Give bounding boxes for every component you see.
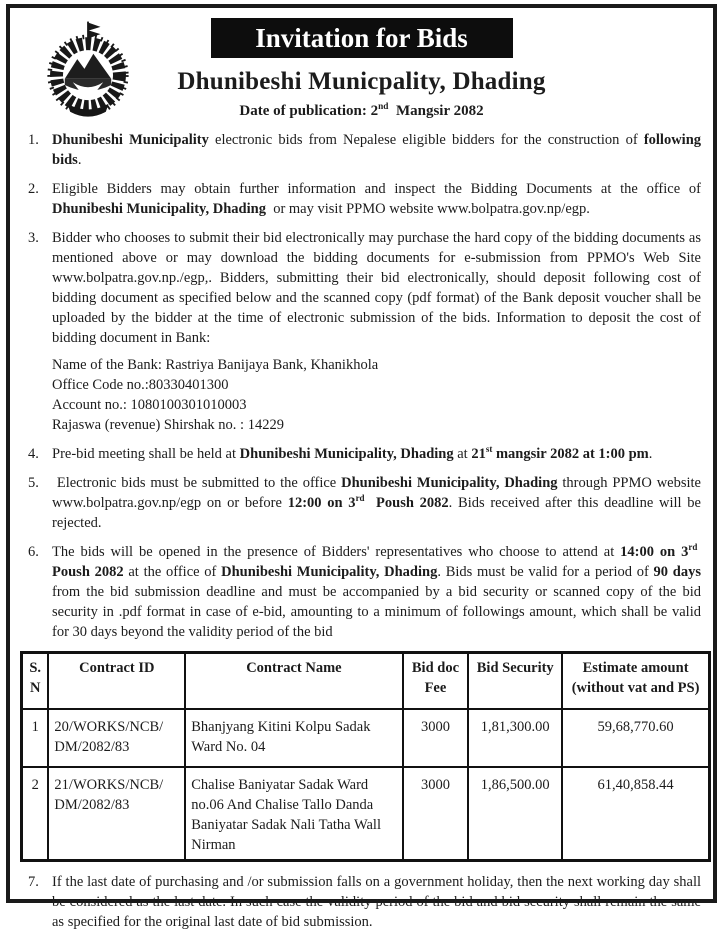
cell-sn: 1 [22,709,49,767]
municipality-logo [42,18,134,118]
notice-item-7 [20,872,703,932]
banner-title: Invitation for Bids [211,18,513,58]
cell-bid-doc-fee: 3000 [403,709,469,767]
table-header-row [22,653,710,709]
cell-estimate-amount: 61,40,858.44 [562,767,709,861]
cell-contract-id: 20/WORKS/NCB/ DM/2082/83 [48,709,185,767]
item-number: 2. [28,181,39,197]
item-number: 4. [28,446,39,462]
table-row [22,767,710,861]
bank-detail-line: Name of the Bank: Rastriya Banijaya Bank, Khanikhola [52,357,379,373]
item-text: Eligible Bidders may obtain further information and inspect the Bidding Documents at the office of Dhunibeshi Municipality, Dhading or may visit PPMO website www.bolpatra.gov.np/egp. [52,181,701,217]
notice-item-5 [20,473,703,533]
item-number: 6. [28,544,39,560]
item-number: 5. [28,475,39,491]
col-header-sn: S. N [22,653,49,709]
item-text: Electronic bids must be submitted to the office Dhunibeshi Municipality, Dhading through PPMO website www.bolpatra.gov.np/egp on or before 12:00 on 3rd Poush 2082. Bids received after this deadline will be rejected. [52,475,701,531]
item-text: If the last date of purchasing and /or submission falls on a government holiday, then the next working day shall be considered as the last date. In such case the validity period of the bid and bid security shall remain the same as specified for the original last date of bid submission. [52,873,701,930]
col-header-estimate-amount: Estimate amount (without vat and PS) [562,653,709,709]
document-header [20,18,703,122]
cell-bid-security: 1,86,500.00 [468,767,562,861]
bank-detail-line: Rajaswa (revenue) Shirshak no. : 14229 [52,417,284,433]
cell-bid-security: 1,81,300.00 [468,709,562,767]
cell-bid-doc-fee: 3000 [403,767,469,861]
cell-contract-name: Chalise Baniyatar Sadak Ward no.06 And Chalise Tallo Danda Baniyatar Sadak Nali Tatha Wall Nirman [185,767,402,861]
col-header-contract-name: Contract Name [185,653,402,709]
notice-item-1 [20,130,703,170]
cell-contract-name: Bhanjyang Kitini Kolpu Sadak Ward No. 04 [185,709,402,767]
item-text: Dhunibeshi Municipality electronic bids from Nepalese eligible bidders for the construction of following bids. [52,132,702,168]
notice-item-4 [20,444,703,464]
notice-item-3 [20,228,703,348]
item-number: 7. [28,873,39,890]
col-header-bid-doc-fee: Bid doc Fee [403,653,469,709]
cell-sn: 2 [22,767,49,861]
bank-detail-line: Office Code no.:80330401300 [52,377,229,393]
item-text: The bids will be opened in the presence of Bidders' representatives who choose to attend at 14:00 on 3rd Poush 2082 at the office of Dhunibeshi Municipality, Dhading. Bids must be valid for a period of 90 days from the bid submission deadline and must be accompanied by a bid security or scanned copy of the bid security in .pdf format in case of e-bid, amounting to a minimum of followings amount, which shall be valid for 30 days beyond the validity period of the bid [52,542,701,640]
table-row [22,709,710,767]
item-number: 1. [28,132,39,148]
nepal-coat-of-arms-icon [42,18,134,118]
org-name: Dhunibeshi Municpality, Dhading [177,68,546,95]
bank-details [52,355,703,435]
publication-date: Date of publication: 2nd Mangsir 2082 [239,102,484,119]
bank-detail-line: Account no.: 1080100301010003 [52,397,247,413]
cell-estimate-amount: 59,68,770.60 [562,709,709,767]
item-text: Bidder who chooses to submit their bid electronically may purchase the hard copy of the bidding documents as mentioned above or may download the bidding documents for e-submission from PPMO's Web Site www.bolpatra.gov.np./egp,. Bidders, submitting their bid electronically, should deposit following cost of bidding document as specified below and the scanned copy (pdf format) of the Bank deposit voucher shall be uploaded by the bidder at the time of electronic submission of the bids. Information to deposit the cost of bidding document in Bank: [52,230,701,346]
cell-contract-id: 21/WORKS/NCB/ DM/2082/83 [48,767,185,861]
item-number: 3. [28,230,39,246]
col-header-bid-security: Bid Security [468,653,562,709]
bids-table [20,651,711,862]
notice-item-6 [20,542,703,642]
bid-notice-document [6,4,717,930]
notice-item-2 [20,179,703,219]
col-header-contract-id: Contract ID [48,653,185,709]
item-text: Pre-bid meeting shall be held at Dhunibeshi Municipality, Dhading at 21st mangsir 2082 at 1:00 pm. [52,444,653,462]
